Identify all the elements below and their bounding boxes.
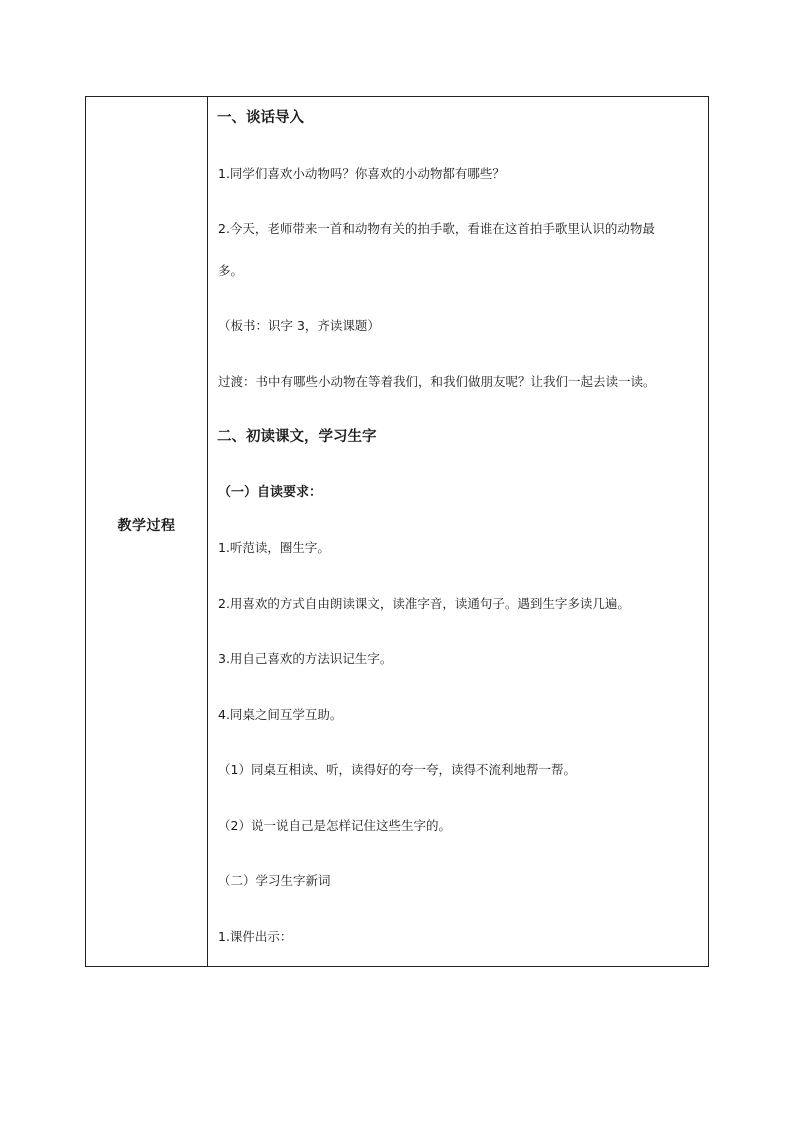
section-heading-intro: 一、谈话导入 — [217, 110, 304, 126]
paragraph-today: 2.今天，老师带来一首和动物有关的拍手歌，看谁在这首拍手歌里认识的动物最 — [218, 221, 655, 236]
label-cell — [86, 97, 208, 966]
teaching-process-label: 教学过程 — [117, 518, 176, 534]
requirement-4: 4.同桌之间互学互助。 — [218, 707, 343, 722]
paragraph-blackboard: （板书：识字 3，齐读课题） — [218, 318, 380, 333]
paragraph-today-cont: 多。 — [218, 263, 244, 278]
paragraph-transition: 过渡：书中有哪些小动物在等着我们，和我们做朋友呢？让我们一起去读一读。 — [218, 374, 656, 389]
lesson-table — [85, 96, 709, 967]
subheading-new-words: （二）学习生字新词 — [218, 873, 331, 888]
requirement-3: 3.用自己喜欢的方法识记生字。 — [218, 651, 393, 666]
courseware-line: 1.课件出示： — [218, 929, 293, 944]
section-heading-reading: 二、初读课文，学习生字 — [217, 429, 377, 445]
requirement-1: 1.听范读，圈生字。 — [218, 540, 330, 555]
subheading-requirements: （一）自读要求： — [218, 485, 323, 500]
requirement-4-2: （2）说一说自己是怎样记住这些生字的。 — [218, 818, 451, 833]
content-cell — [208, 97, 708, 966]
requirement-2: 2.用喜欢的方式自由朗读课文，读准字音，读通句子。遇到生字多读几遍。 — [218, 596, 630, 611]
requirement-4-1: （1）同桌互相读、听，读得好的夸一夸，读得不流利地帮一帮。 — [218, 762, 576, 777]
paragraph-question: 1.同学们喜欢小动物吗？你喜欢的小动物都有哪些？ — [218, 166, 505, 181]
